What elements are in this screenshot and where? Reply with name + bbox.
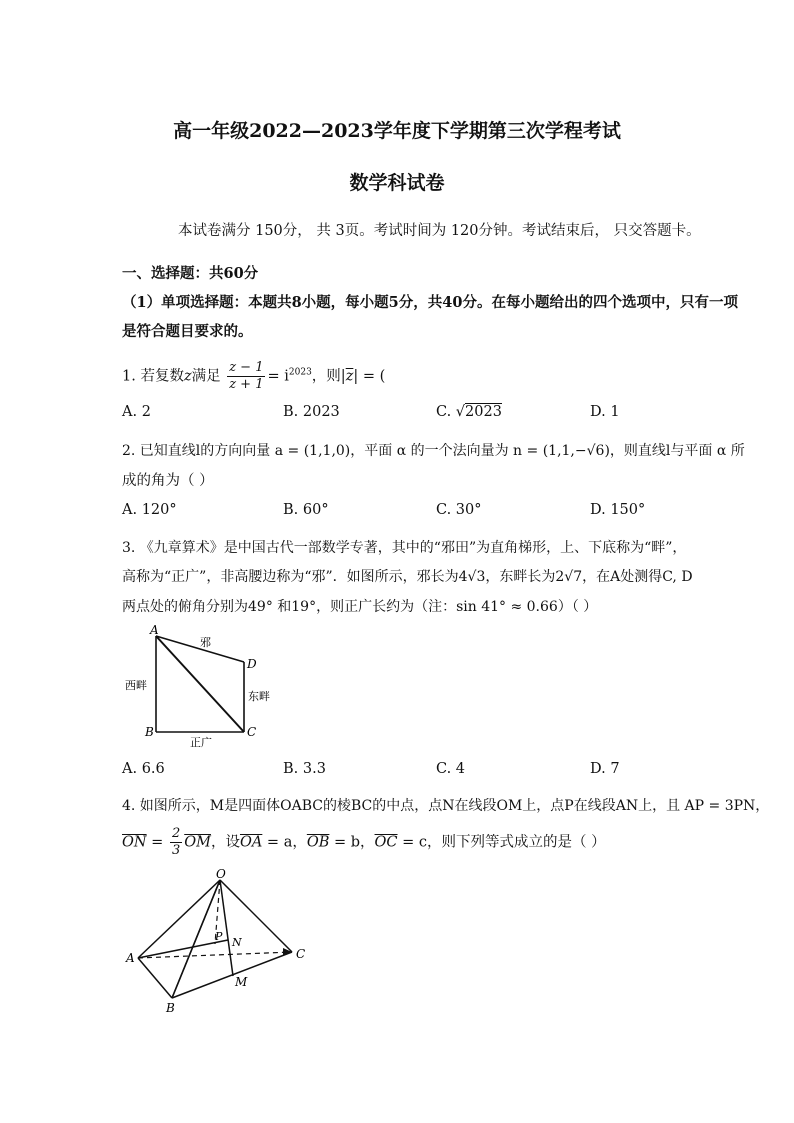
exam-subtitle: 数学科试卷	[349, 172, 445, 194]
q1-eq: = i	[267, 368, 289, 385]
question-4-line1: 4. 如图所示，M是四面体OABC的棱BC的中点，点N在线段OM上，点P在线段AN上，且 AP = 3PN，	[122, 798, 770, 814]
part-instructions-line1: （1）单项选择题：本题共8小题，每小题5分，共40分。在每小题给出的四个选项中，只有一项	[122, 294, 738, 311]
question-2-line1: 2. 已知直线l的方向向量 a = (1,1,0)，平面 α 的一个法向量为 n = (1,1,−√6)，则直线l与平面 α 所	[122, 443, 745, 459]
exam-intro: 本试卷满分 150分， 共 3页。考试时间为 120分钟。考试结束后， 只交答题卡。	[178, 223, 701, 239]
q4-vec-om: $\overline{OM}$	[184, 834, 211, 851]
q4-eq-c: = c，则下列等式成立的是（ ）	[397, 834, 606, 851]
q4-label-o: O	[216, 868, 226, 881]
q3-trapezoid-figure	[120, 622, 300, 748]
q3-option-a: A. 6.6	[122, 761, 165, 777]
q4-edge-oa	[138, 880, 220, 958]
q3-option-d: D. 7	[590, 761, 620, 777]
q4-label-m: M	[235, 975, 248, 989]
q2-option-c: C. 30°	[436, 502, 482, 518]
q4-edge-ab	[138, 958, 172, 998]
q1-option-d: D. 1	[590, 404, 620, 420]
q4-eq-b: = b，	[329, 834, 375, 851]
q1-frac-den: z + 1	[229, 377, 264, 392]
q4-label-p: P	[215, 930, 223, 943]
q1-option-c-root: 2023	[465, 404, 502, 420]
q3-label-zheng: 正广	[190, 736, 212, 748]
q4-eq-a: = a，	[262, 834, 307, 851]
q4-label-c: C	[296, 947, 306, 961]
q4-frac-num: 2	[171, 826, 181, 841]
q3-label-b: B	[145, 725, 154, 739]
q3-label-xie: 邪	[200, 636, 211, 649]
q1-frac-num: z − 1	[229, 360, 264, 375]
q3-option-c: C. 4	[436, 761, 466, 777]
q1-option-c: C. √2023	[436, 404, 502, 420]
q4-edge-bc	[172, 952, 292, 998]
q4-frac-den: 3	[171, 843, 181, 858]
q4-arrow-c	[283, 948, 292, 956]
q4-label-b: B	[166, 1001, 175, 1015]
q3-diagonal-ac	[156, 636, 244, 732]
q4-vec-oa: $\overline{OA}$	[239, 834, 263, 851]
question-4-line2: $\overline{ON}$ = $\frac{2}{3}$ $\overline{OM}$，设$\overline{OA} = a$，$\overline{OB} = b$，$\overline{OC} = c$，则下列等式成立的是（ ）	[122, 826, 606, 858]
q4-fraction	[170, 826, 182, 859]
q1-fraction	[227, 360, 265, 393]
q3-label-west: 西畔	[125, 679, 147, 692]
question-3-line3: 两点处的俯角分别为49° 和19°，则正广长约为（注：sin 41° ≈ 0.66）（ ）	[122, 599, 598, 615]
q1-mid: 满足	[191, 368, 221, 385]
q4-vec-ob: $\overline{OB}$	[306, 834, 330, 851]
question-3-line1: 3. 《九章算术》是中国古代一部数学专著，其中的“邪田”为直角梯形，上、下底称为“畔”，	[122, 540, 687, 556]
part-instructions-line2: 是符合题目要求的。	[122, 323, 253, 340]
q1-exp: 2023	[288, 367, 312, 378]
q4-edge-oc	[220, 880, 292, 952]
question-3-line2: 高称为“正广”，非高腰边称为“邪”．如图所示，邪长为4√3，东畔长为2√7，在A处测得C, D	[122, 569, 693, 585]
q4-edge-ob-front	[172, 880, 220, 998]
q1-tail1: ，则|	[311, 368, 346, 385]
q2-option-a: A. 120°	[122, 502, 177, 518]
question-1-stem	[122, 360, 385, 393]
q1-prefix: 1. 若复数	[122, 368, 184, 385]
q2-option-d: D. 150°	[590, 502, 646, 518]
q2-option-b: B. 60°	[283, 502, 329, 518]
q3-option-b: B. 3.3	[283, 761, 326, 777]
exam-title: 高一年级2022—2023学年度下学期第三次学程考试	[173, 120, 621, 142]
q4-segment-om	[220, 880, 233, 976]
q4-label-n: N	[232, 936, 242, 949]
q3-label-east: 东畔	[248, 690, 270, 703]
q4-vec-on: $\overline{ON}$	[122, 834, 147, 851]
q4-tetrahedron-figure	[120, 868, 320, 1018]
section-heading: 一、选择题：共60分	[122, 265, 259, 282]
q4-set: ，设	[210, 834, 240, 851]
q1-zbar: $\overline{z}$	[345, 368, 354, 385]
q4-vec-oc: $\overline{OC}$	[374, 834, 398, 851]
q3-label-a: A	[150, 623, 159, 637]
question-2-line2: 成的角为（ ）	[122, 473, 214, 489]
q1-tail2: | = (	[353, 368, 386, 385]
q1-option-c-label: C.	[436, 404, 452, 420]
q1-option-b: B. 2023	[283, 404, 340, 420]
q1-var: z	[183, 368, 192, 385]
q1-option-a: A. 2	[122, 404, 151, 420]
q3-label-d: D	[247, 657, 257, 671]
q4-label-a: A	[126, 951, 135, 965]
q3-label-c: C	[247, 725, 257, 739]
